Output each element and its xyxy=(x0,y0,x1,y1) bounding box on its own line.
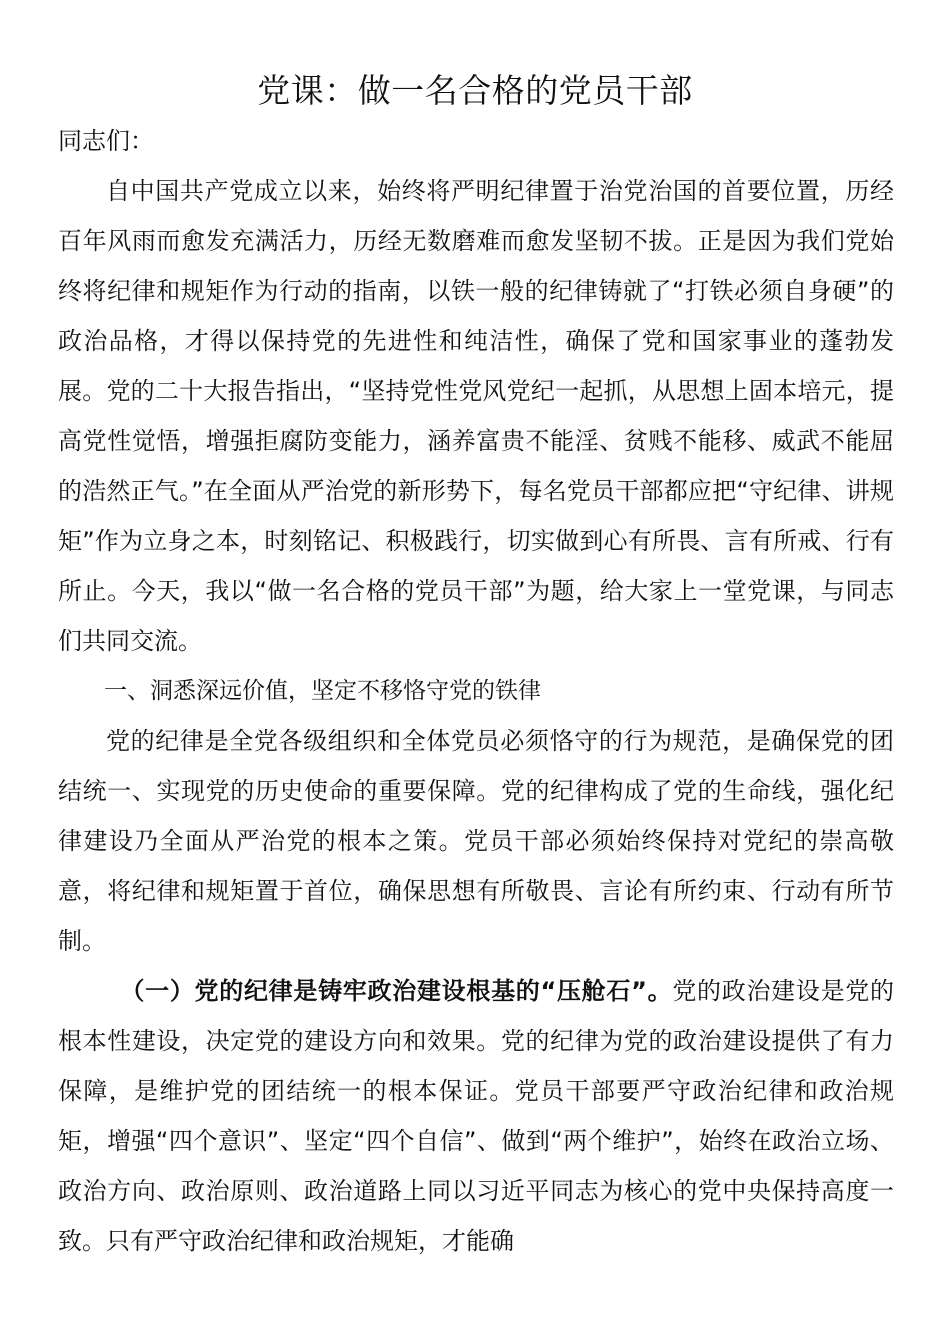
document-body xyxy=(58,116,894,1266)
section-heading: 一、洞悉深远价值，坚定不移恪守党的铁律 xyxy=(104,678,541,704)
section-paragraph: 党的纪律是全党各级组织和全体党员必须恪守的行为规范，是确保党的团结统一、实现党的历史使命的重要保障。党的纪律构成了党的生命线，强化纪律建设乃全面从严治党的根本之策。党员干部必须始终保持对党纪的崇高敬意，将纪律和规矩置于首位，确保思想有所敬畏、言论有所约束、行动有所节制。 xyxy=(58,727,894,955)
subsection-paragraph xyxy=(58,966,894,1266)
subsection-text: 党的政治建设是党的根本性建设，决定党的建设方向和效果。党的纪律为党的政治建设提供了有力保障，是维护党的团结统一的根本保证。党员干部要严守政治纪律和政治规矩，增强“四个意识”、坚定“四个自信”、做到“两个维护”，始终在政治立场、政治方向、政治原则、政治道路上同以习近平同志为核心的党中央保持高度一致。只有严守政治纪律和政治规矩，才能确 xyxy=(58,977,895,1255)
document-title: 党课：做一名合格的党员干部 xyxy=(257,71,693,110)
subsection-lead: （一）党的纪律是铸牢政治建设根基的“压舱石”。 xyxy=(120,977,673,1005)
salutation: 同志们： xyxy=(58,127,154,155)
intro-paragraph: 自中国共产党成立以来，始终将严明纪律置于治党治国的首要位置，历经百年风雨而愈发充满活力，历经无数磨难而愈发坚韧不拔。正是因为我们党始终将纪律和规矩作为行动的指南，以铁一般的纪律铸就了“打铁必须自身硬”的政治品格，才得以保持党的先进性和纯洁性，确保了党和国家事业的蓬勃发展。党的二十大报告指出，“坚持党性党风党纪一起抓，从思想上固本培元，提高党性觉悟，增强拒腐防变能力，涵养富贵不能淫、贫贱不能移、威武不能屈的浩然正气。”在全面从严治党的新形势下，每名党员干部都应把“守纪律、讲规矩”作为立身之本，时刻铭记、积极践行，切实做到心有所畏、言有所戒、行有所止。今天，我以“做一名合格的党员干部”为题，给大家上一堂党课，与同志们共同交流。 xyxy=(58,177,894,655)
